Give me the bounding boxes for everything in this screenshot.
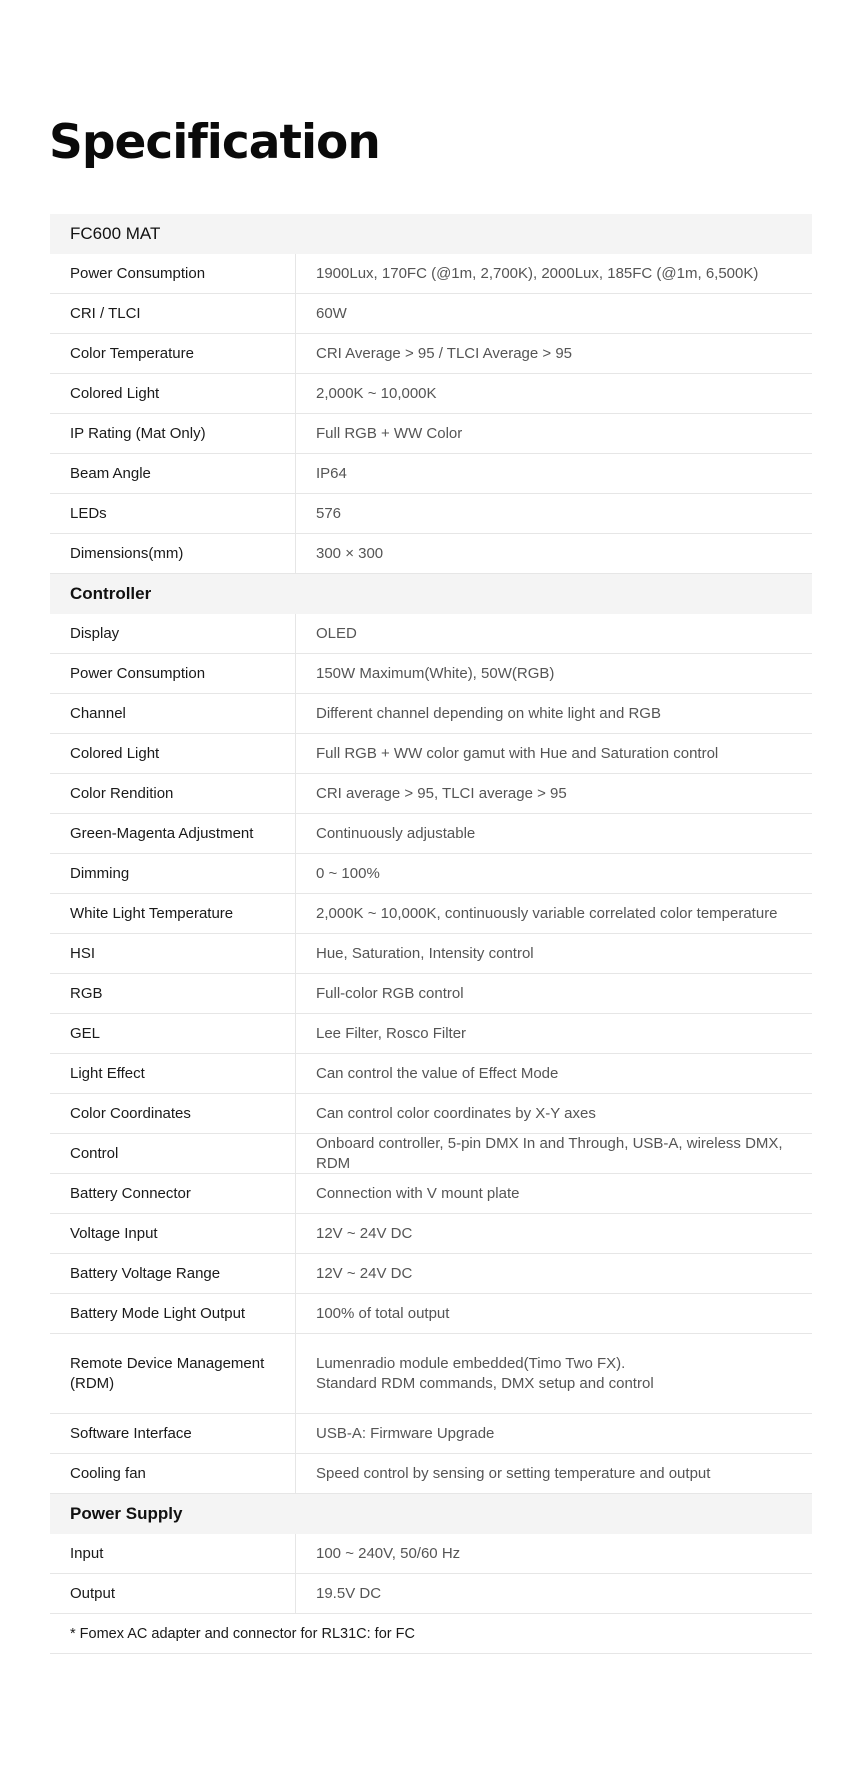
table-row xyxy=(50,1094,812,1134)
table-row xyxy=(50,294,812,334)
spec-value: Different channel depending on white light and RGB xyxy=(316,704,661,722)
spec-value: 100% of total output xyxy=(316,1304,450,1322)
spec-label: Battery Connector xyxy=(50,1174,296,1213)
spec-label: Battery Mode Light Output xyxy=(50,1294,296,1333)
spec-value: IP64 xyxy=(316,464,347,482)
spec-label: Display xyxy=(50,614,296,653)
spec-label: Channel xyxy=(50,694,296,733)
table-row xyxy=(50,1334,812,1414)
spec-label: Color Temperature xyxy=(50,334,296,373)
table-row xyxy=(50,374,812,414)
spec-value: Full RGB + WW Color xyxy=(316,424,463,442)
table-row xyxy=(50,494,812,534)
table-row xyxy=(50,414,812,454)
spec-value: Hue, Saturation, Intensity control xyxy=(316,944,534,962)
table-row xyxy=(50,1414,812,1454)
spec-value: 576 xyxy=(316,504,342,522)
table-row xyxy=(50,1174,812,1214)
table-row xyxy=(50,1014,812,1054)
table-row xyxy=(50,334,812,374)
spec-label: Output xyxy=(50,1574,296,1613)
table-row xyxy=(50,1054,812,1094)
spec-label: Battery Voltage Range xyxy=(50,1254,296,1293)
section-heading-controller: Controller xyxy=(50,574,812,614)
spec-label: Software Interface xyxy=(50,1414,296,1453)
spec-value: 60W xyxy=(316,304,347,322)
spec-value: 2,000K ~ 10,000K xyxy=(316,384,437,402)
spec-value: Full RGB + WW color gamut with Hue and Saturation control xyxy=(316,744,719,762)
spec-label: Voltage Input xyxy=(50,1214,296,1253)
table-row xyxy=(50,814,812,854)
spec-value: 1900Lux, 170FC (@1m, 2,700K), 2000Lux, 185FC (@1m, 6,500K) xyxy=(316,264,759,282)
section-heading-power-supply: Power Supply xyxy=(50,1494,812,1534)
spec-label: Control xyxy=(50,1134,296,1173)
table-row xyxy=(50,734,812,774)
spec-label: GEL xyxy=(50,1014,296,1053)
spec-label: Power Consumption xyxy=(50,254,296,293)
spec-value: 0 ~ 100% xyxy=(316,864,380,882)
spec-value: 150W Maximum(White), 50W(RGB) xyxy=(316,664,555,682)
spec-label: Color Rendition xyxy=(50,774,296,813)
spec-table xyxy=(50,214,812,1654)
spec-label: CRI / TLCI xyxy=(50,294,296,333)
table-row xyxy=(50,1534,812,1574)
spec-label: Dimensions(mm) xyxy=(50,534,296,573)
spec-value: Lee Filter, Rosco Filter xyxy=(316,1024,467,1042)
spec-value: Lumenradio module embedded(Timo Two FX). Standard RDM commands, DMX setup and control xyxy=(316,1354,654,1392)
spec-value: 100 ~ 240V, 50/60 Hz xyxy=(316,1544,461,1562)
spec-label: IP Rating (Mat Only) xyxy=(50,414,296,453)
spec-value: 12V ~ 24V DC xyxy=(316,1264,413,1282)
spec-label: Colored Light xyxy=(50,734,296,773)
spec-value: Speed control by sensing or setting temperature and output xyxy=(316,1464,711,1482)
table-row xyxy=(50,614,812,654)
spec-value: USB-A: Firmware Upgrade xyxy=(316,1424,495,1442)
spec-label: Colored Light xyxy=(50,374,296,413)
page-title: Specification xyxy=(49,115,380,170)
spec-value: Full-color RGB control xyxy=(316,984,464,1002)
spec-value: Onboard controller, 5-pin DMX In and Through, USB-A, wireless DMX, RDM xyxy=(316,1134,783,1172)
spec-value: CRI average > 95, TLCI average > 95 xyxy=(316,784,567,802)
spec-value: Can control color coordinates by X-Y axes xyxy=(316,1104,596,1122)
spec-label: Power Consumption xyxy=(50,654,296,693)
spec-value: Connection with V mount plate xyxy=(316,1184,520,1202)
table-row xyxy=(50,1214,812,1254)
spec-label: Beam Angle xyxy=(50,454,296,493)
spec-value: CRI Average > 95 / TLCI Average > 95 xyxy=(316,344,573,362)
spec-label: Remote Device Management (RDM) xyxy=(50,1334,296,1413)
spec-value: 2,000K ~ 10,000K, continuously variable correlated color temperature xyxy=(316,904,778,922)
spec-value: 19.5V DC xyxy=(316,1584,382,1602)
table-row xyxy=(50,1294,812,1334)
spec-value: 12V ~ 24V DC xyxy=(316,1224,413,1242)
table-row xyxy=(50,854,812,894)
footnote: * Fomex AC adapter and connector for RL31C: for FC xyxy=(50,1614,812,1654)
spec-label: LEDs xyxy=(50,494,296,533)
table-row xyxy=(50,534,812,574)
spec-value: 300 × 300 xyxy=(316,544,384,562)
spec-label: Cooling fan xyxy=(50,1454,296,1493)
table-row xyxy=(50,1574,812,1614)
spec-label: Light Effect xyxy=(50,1054,296,1093)
table-row xyxy=(50,694,812,734)
spec-label: RGB xyxy=(50,974,296,1013)
spec-value: OLED xyxy=(316,624,357,642)
table-row xyxy=(50,1454,812,1494)
spec-label: Green-Magenta Adjustment xyxy=(50,814,296,853)
table-row xyxy=(50,1254,812,1294)
table-row xyxy=(50,254,812,294)
table-row xyxy=(50,654,812,694)
spec-value: Continuously adjustable xyxy=(316,824,476,842)
spec-label: White Light Temperature xyxy=(50,894,296,933)
spec-label: Input xyxy=(50,1534,296,1573)
table-row xyxy=(50,454,812,494)
spec-label: HSI xyxy=(50,934,296,973)
spec-label: Dimming xyxy=(50,854,296,893)
table-row xyxy=(50,934,812,974)
table-row xyxy=(50,1134,812,1174)
spec-value: Can control the value of Effect Mode xyxy=(316,1064,559,1082)
table-row xyxy=(50,894,812,934)
spec-label: Color Coordinates xyxy=(50,1094,296,1133)
table-row xyxy=(50,974,812,1014)
section-heading-fc600-mat: FC600 MAT xyxy=(50,214,812,254)
table-row xyxy=(50,774,812,814)
